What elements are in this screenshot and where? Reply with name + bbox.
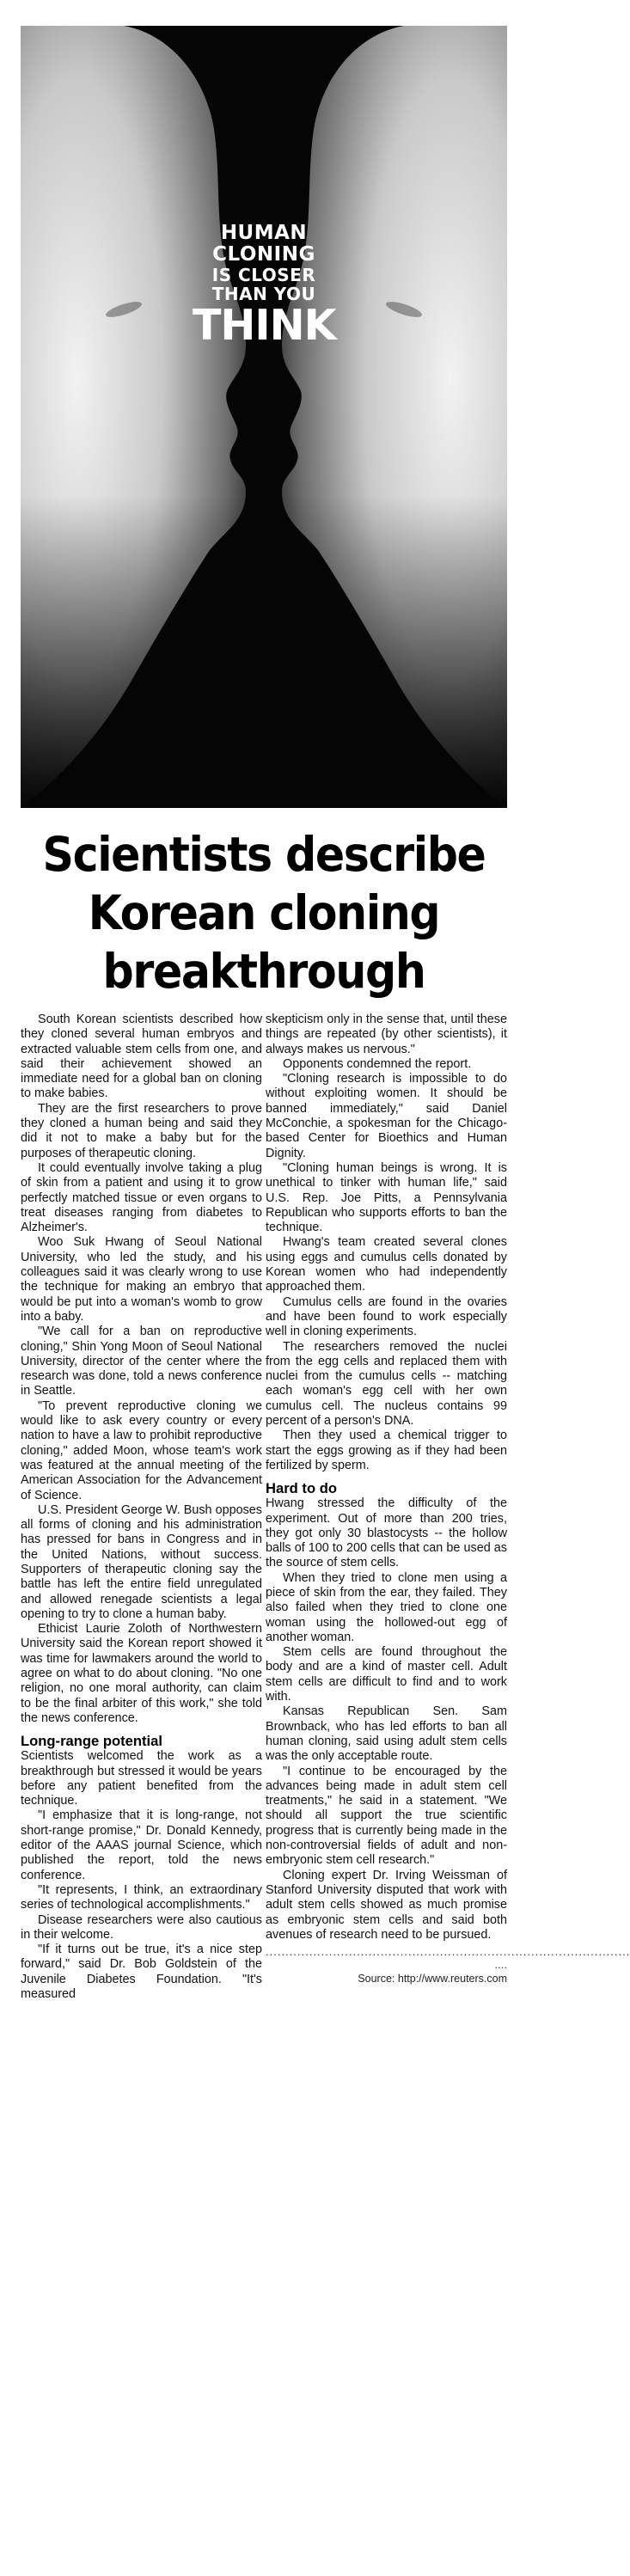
article-paragraph: Ethicist Laurie Zoloth of Northwestern University said the Korean report showed it was time for lawmakers around the world to agree on what to do about cloning. "No one religion, no one moral authority, can claim to be the final arbiter of this work," she told the news conference.	[21, 1622, 262, 1725]
hero-caption-line: CLONING	[212, 243, 315, 266]
article-paragraph: Opponents condemned the report.	[283, 1056, 472, 1071]
article-paragraph: "Cloning research is impossible to do without exploiting women. It should be banned immediately," said Daniel McConchie, a spokesman for the Chicago-based Center for Bioethics and Human Dignity.	[266, 1072, 507, 1160]
article-column-left	[21, 1013, 262, 2002]
article-paragraph: The researchers removed the nuclei from the egg cells and replaced them with nuclei from the cumulus cells -- matching each woman's egg cell with her own cumulus cell. The nucleus contains 99 percent of a person's DNA.	[266, 1339, 507, 1429]
hero-image	[21, 26, 507, 808]
hero-caption-line: THAN YOU	[211, 284, 316, 304]
article-paragraph: Hwang stressed the difficulty of the experiment. Out of more than 200 tries, they got only 30 blastocysts -- the hollow balls of 100 to 200 cells that can be used as the source of stem cells.	[266, 1496, 507, 1570]
hero-caption-line: THINK	[193, 301, 336, 350]
article-paragraph: "I continue to be encouraged by the advances being made in adult stem cell treatments," he said in a statement. "We should all support the true scientific progress that is currently being made in the non-controversial fields of adult and non-embryonic stem cell research."	[266, 1764, 507, 1868]
article-column-right	[266, 1013, 630, 1987]
hero-caption-line: HUMAN	[220, 222, 308, 244]
article-paragraph: Then they used a chemical trigger to start the eggs growing as if they had been fertilized by sperm.	[266, 1429, 507, 1472]
article-paragraph: U.S. President George W. Bush opposes all forms of cloning and his administration has pressed for bans in Congress and in the United Nations, without success. Supporters of therapeutic cloning say the battle has left the entire field unregulated and allowed renegade scientists a legal opening to try to clone a human baby.	[21, 1502, 262, 1621]
article-paragraph: "Cloning human beings is wrong. It is unethical to tinker with human life," said U.S. Rep. Joe Pitts, a Pennsylvania Republican who supports efforts to ban the technique.	[266, 1160, 507, 1235]
article-paragraph: Kansas Republican Sen. Sam Brownback, who has led efforts to ban all human cloning, said using adult stem cells was the only acceptable route.	[266, 1704, 507, 1764]
section-subheading: Hard to do	[266, 1480, 337, 1497]
hero-caption	[193, 222, 336, 350]
article-paragraph: "We call for a ban on reproductive cloning," Shin Yong Moon of Seoul National University, director of the center where the research was done, told a news conference in Seattle.	[21, 1325, 262, 1398]
article-paragraph: "If it turns out be true, it's a nice step forward," said Dr. Bob Goldstein of the Juvenile Diabetes Foundation. "It's measured	[21, 1943, 262, 2001]
article-headline	[40, 825, 488, 1000]
source-credit: Source: http://www.reuters.com	[358, 1973, 507, 1986]
article-paragraph: Hwang's team created several clones using eggs and cumulus cells donated by Korean women who had independently approached them.	[266, 1235, 507, 1294]
article-paragraph: It could eventually involve taking a plug of skin from a patient and using it to grow perfectly matched tissue or even organs to treat diseases ranging from diabetes to Alzheimer's.	[21, 1160, 262, 1235]
article-paragraph: "It represents, I think, an extraordinary series of technological accomplishments."	[21, 1882, 262, 1912]
headline-line: Scientists describe	[42, 827, 486, 882]
article-paragraph: skepticism only in the sense that, until these things are repeated (by other scientists), it always makes us nervous."	[266, 1013, 507, 1056]
baby-faces-illustration	[21, 26, 507, 808]
dotted-rule: ............................................................................................	[266, 1945, 630, 1959]
article-paragraph: Cumulus cells are found in the ovaries and have been found to work especially well in cloning experiments.	[266, 1294, 507, 1339]
right-column-body	[266, 1013, 507, 1943]
section-subheading: Long-range potential	[21, 1733, 163, 1750]
article-paragraph: Cloning expert Dr. Irving Weissman of Stanford University disputed that work with adult stem cells showed as much promise as embryonic stem cells and said both avenues of research need to be pursued.	[266, 1868, 507, 1942]
dotted-rule-end: ....	[494, 1958, 507, 1972]
headline-line: breakthrough	[102, 944, 425, 999]
headline-line: Korean cloning	[88, 885, 440, 940]
article-paragraph: South Korean scientists described how they cloned several human embryos and extracted valuable stem cells from one, and said their achievement showed an immediate need for a global ban on cloning to make babies.	[21, 1013, 262, 1101]
article-paragraph: "I emphasize that it is long-range, not short-range promise," Dr. Donald Kennedy, editor of the AAAS journal Science, which published the report, told the news conference.	[21, 1808, 262, 1882]
article-paragraph: "To prevent reproductive cloning we would like to ask every country or every nation to have a law to prohibit reproductive cloning," added Moon, whose team's work was featured at the annual meeting of the American Association for the Advancement of Science.	[21, 1398, 262, 1502]
article-paragraph: Stem cells are found throughout the body and are a kind of master cell. Adult stem cells are difficult to find and to work with.	[266, 1645, 507, 1704]
article-paragraph: Woo Suk Hwang of Seoul National University, who led the study, and his colleagues said it was clearly wrong to use the technique for making an embryo that would be put into a woman's womb to grow into a baby.	[21, 1235, 262, 1324]
article-paragraph: Scientists welcomed the work as a breakthrough but stressed it would be years before any patient benefited from the technique.	[21, 1749, 262, 1808]
article-paragraph: When they tried to clone men using a piece of skin from the ear, they failed. They also failed when they tried to clone one woman using the hollowed-out egg of another woman.	[266, 1570, 507, 1644]
article-paragraph: They are the first researchers to prove they cloned a human being and said they did it not to make a baby but for the purposes of therapeutic cloning.	[21, 1101, 262, 1160]
hero-caption-line: IS CLOSER	[211, 265, 316, 285]
article-paragraph: Disease researchers were also cautious in their welcome.	[21, 1912, 262, 1942]
